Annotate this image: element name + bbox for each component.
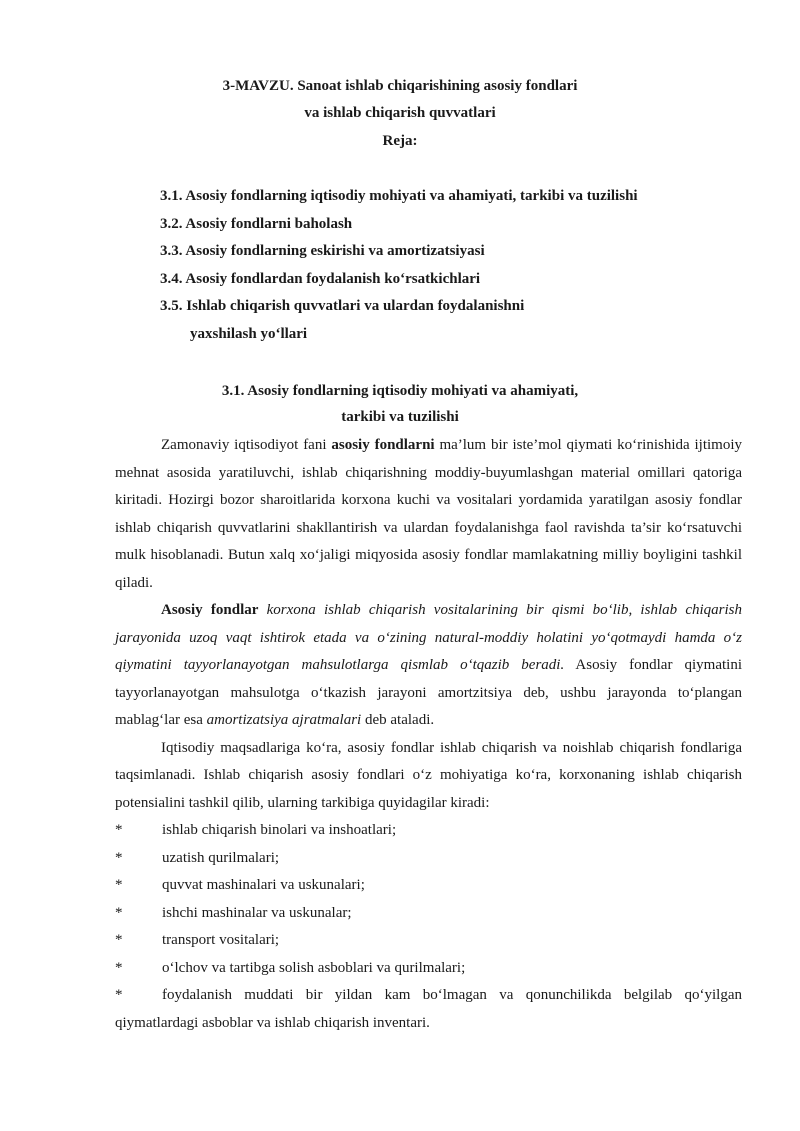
toc-item-3-3: 3.3. Asosiy fondlarning eskirishi va amortizatsiyasi (160, 243, 485, 259)
toc-item-3-5: 3.5. Ishlab chiqarish quvvatlari va ulardan foydalanishni (160, 298, 525, 314)
bullet-star: * (115, 987, 123, 1003)
paragraph-1 (115, 432, 742, 597)
list-item-text: quvvat mashinalari va uskunalari; (162, 877, 365, 893)
asset-list (115, 817, 742, 1037)
list-item (115, 817, 742, 845)
bullet-star: * (115, 822, 123, 838)
bullet-star: * (115, 932, 123, 948)
paragraph-2-text-a: Asosiy fondlar qiymatini tayyorlanayotgan mahsulotga o‘tkazish jarayoni amortzitsiya deb, ushbu jarayonda to‘plangan mablag‘lar esa (115, 657, 742, 728)
list-item-text: uzatish qurilmalari; (162, 849, 280, 866)
paragraph-1-bold: asosiy fondlarni (331, 437, 435, 453)
list-item (115, 900, 742, 928)
list-item-text: foydalanish muddati bir yildan kam bo‘lmagan va qonunchilikda belgilab qo‘yilgan qiymatlardagi asboblar va ishlab chiqarish inventari. (115, 987, 742, 1031)
paragraph-2-bold: Asosiy fondlar (161, 602, 259, 618)
plan-label: Reja: (382, 133, 418, 149)
toc-item-3-2: 3.2. Asosiy fondlarni baholash (160, 215, 353, 232)
list-item-text: ishchi mashinalar va uskunalar; (162, 904, 352, 921)
list-item-text: ishlab chiqarish binolari va inshoatlari; (162, 822, 397, 838)
bullet-star: * (115, 959, 123, 976)
list-item (115, 845, 742, 873)
list-item (115, 872, 742, 900)
table-of-contents (160, 183, 760, 348)
paragraph-2-italic-term: amortizatsiya ajratmalari (206, 712, 362, 728)
page-title-line2: va ishlab chiqarish quvvatlari (304, 105, 496, 121)
section-title-line2: tarkibi va tuzilishi (341, 409, 459, 425)
paragraph-3: Iqtisodiy maqsadlariga ko‘ra, asosiy fondlar ishlab chiqarish va noishlab chiqarish fondlariga taqsimlanadi. Ishlab chiqarish asosiy fondlari o‘z mohiyatiga ko‘ra, korxonaning ishlab chiqarish potensialini tashkil qilib, ularning tarkibiga quyidagilar kiradi: (115, 739, 742, 811)
paragraph-2 (115, 597, 742, 735)
bullet-star: * (115, 877, 123, 893)
page-title-line1: 3-MAVZU. Sanoat ishlab chiqarishining asosiy fondlari (222, 78, 578, 94)
list-item (115, 955, 742, 983)
bullet-star: * (115, 904, 123, 921)
paragraph-2-text-b: deb ataladi. (361, 712, 435, 728)
list-item (115, 927, 742, 955)
paragraph-1-text-a: Zamonaviy iqtisodiyot fani (161, 437, 332, 453)
paragraph-1-text-b: ma’lum bir iste’mol qiymati ko‘rinishida ijtimoiy mehnat asosida yaratiluvchi, ishlab chiqarishning moddiy-buyumlashgan material omillari qatoriga kiritadi. Hozirgi bozor sharoitlarida korxona kuchi va vositalari yordamida yaratilgan asosiy fondlar ishlab chiqarish quvvatlarini shakllantirish va ulardan foydalanishga faol ravishda ta’sir ko‘rsatuvchi mulk hisoblanadi. Butun xalq xo‘jaligi miqyosida asosiy fondlar mamlakatning milliy boyligini tashkil qiladi. (115, 437, 743, 591)
toc-item-3-4: 3.4. Asosiy fondlardan foydalanish ko‘rsatkichlari (160, 270, 481, 287)
toc-item-3-5-continuation: yaxshilash yo‘llari (190, 325, 308, 342)
body-text (115, 432, 742, 1037)
toc-item-3-1: 3.1. Asosiy fondlarning iqtisodiy mohiyati va ahamiyati, tarkibi va tuzilishi (160, 188, 638, 204)
bullet-star: * (115, 849, 123, 866)
list-item-text: transport vositalari; (162, 932, 280, 948)
section-title-line1: 3.1. Asosiy fondlarning iqtisodiy mohiyati va ahamiyati, (221, 383, 579, 399)
list-item (115, 982, 742, 1037)
paragraph-2-italic: korxona ishlab chiqarish vositalarining bir qismi bo‘lib, ishlab chiqarish jarayonida uzoq vaqt ishtirok etada va o‘zining natural-moddiy holatini yo‘qotmaydi hamda o‘z qiymatini tayyorlanayotgan mahsulotlarga qismlab o‘tqazib beradi. (115, 602, 742, 673)
list-item-text: o‘lchov va tartibga solish asboblari va qurilmalari; (162, 959, 466, 976)
